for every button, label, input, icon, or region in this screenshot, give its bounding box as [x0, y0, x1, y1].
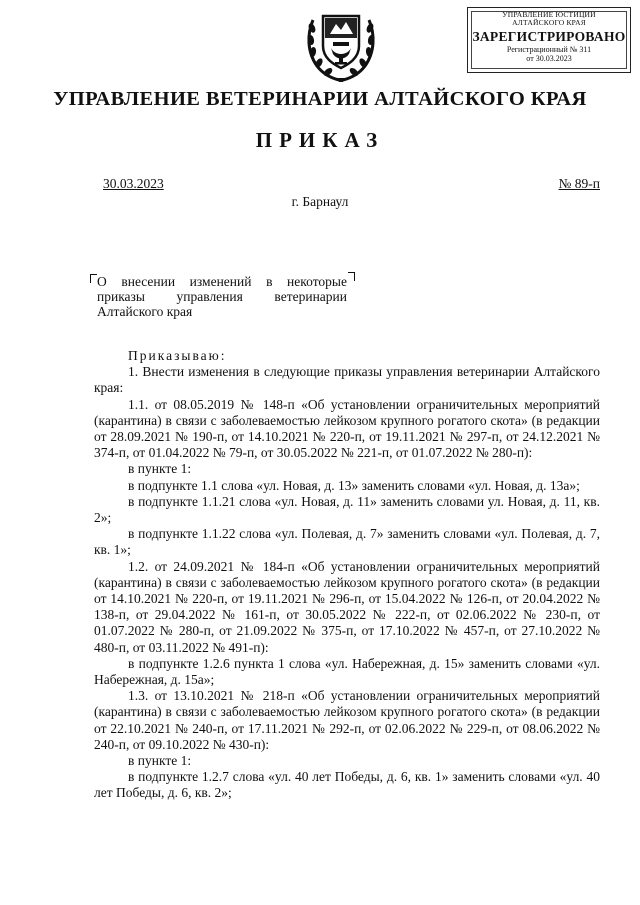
registration-stamp: [467, 7, 631, 73]
stamp-registration-date: от 30.03.2023: [526, 54, 572, 63]
order-number: № 89-п: [558, 176, 600, 191]
stamp-authority-line-1: УПРАВЛЕНИЕ ЮСТИЦИИ: [502, 10, 596, 19]
body-paragraph: в подпункте 1.2.7 слова «ул. 40 лет Победы, д. 6, кв. 1» заменить словами «ул. 40 лет Победы, д. 6, кв. 2»;: [94, 769, 600, 801]
document-type: ПРИКАЗ: [255, 128, 385, 152]
stamp-inner-border: [471, 11, 627, 69]
subject-line: Алтайского края: [97, 304, 193, 319]
order-body: [94, 348, 600, 802]
body-paragraph: в подпункте 1.1.22 слова «ул. Полевая, д. 7» заменить словами «ул. Полевая, д. 7, кв. 1»;: [94, 526, 600, 558]
body-paragraph: 1.1. от 08.05.2019 № 148-п «Об установлении ограничительных мероприятий (карантина) в связи с заболеваемостью лейкозом крупного рогатого скота» (в редакции от 28.09.2021 № 190-п, от 14.10.2021 № 220-п, от 19.11.2021 № 297-п, от 24.12.2021 № 374-п, от 01.04.2022 № 79-п, от 30.05.2022 № 221-п, от 01.07.2022 № 280-п):: [94, 396, 600, 461]
body-paragraph: в подпункте 1.1.21 слова «ул. Новая, д. 11» заменить словами ул. Новая, д. 11, кв. 2»;: [94, 493, 600, 526]
prikazyvayu-heading: Приказываю:: [128, 348, 227, 363]
subject-line: О внесении изменений в некоторые: [97, 274, 347, 289]
body-paragraph: в пункте 1:: [128, 753, 192, 769]
body-paragraph: в подпункте 1.2.6 пункта 1 слова «ул. Набережная, д. 15» заменить словами «ул. Набережная, д. 15а»;: [94, 655, 600, 688]
stamp-status: ЗАРЕГИСТРИРОВАНО: [472, 29, 626, 44]
body-paragraph: в пункте 1:: [128, 461, 192, 477]
city: г. Барнаул: [291, 194, 349, 209]
organization-title: УПРАВЛЕНИЕ ВЕТЕРИНАРИИ АЛТАЙСКОГО КРАЯ: [53, 88, 587, 110]
altai-krai-coat-of-arms-icon: [303, 6, 379, 84]
subject-line: приказы управления ветеринарии: [97, 289, 347, 304]
subject-bracket-right: [348, 272, 355, 281]
stamp-authority-line-2: АЛТАЙСКОГО КРАЯ: [512, 18, 586, 27]
order-date: 30.03.2023: [103, 176, 164, 191]
body-paragraph: в подпункте 1.1 слова «ул. Новая, д. 13» заменить словами «ул. Новая, д. 13а»;: [128, 477, 580, 493]
body-paragraph: 1.3. от 13.10.2021 № 218-п «Об установлении ограничительных мероприятий (карантина) в связи с заболеваемостью лейкозом крупного рогатого скота» (в редакции от 22.10.2021 № 240-п, от 17.11.2021 № 292-п, от 02.06.2022 № 229-п, от 08.06.2022 № 240-п, от 09.10.2022 № 430-п):: [94, 688, 600, 752]
body-paragraph: 1.2. от 24.09.2021 № 184-п «Об установлении ограничительных мероприятий (карантина) в связи с заболеваемостью лейкозом крупного рогатого скота» (в редакции от 14.10.2021 № 220-п, от 19.11.2021 № 296-п, от 15.04.2022 № 126-п, от 20.04.2022 № 138-п, от 29.04.2022 № 161-п, от 30.05.2022 № 222-п, от 02.06.2022 № 230-п, от 01.07.2022 № 280-п, от 21.09.2022 № 375-п, от 17.10.2022 № 457-п, от 27.10.2022 № 480-п, от 03.11.2022 № 491-п):: [94, 558, 600, 655]
subject-bracket-left: [90, 274, 97, 283]
stamp-registration-number: Регистрационный № 311: [506, 45, 592, 54]
body-paragraph: 1. Внести изменения в следующие приказы управления ветеринарии Алтайского края:: [94, 364, 600, 396]
order-subject: [97, 274, 347, 319]
